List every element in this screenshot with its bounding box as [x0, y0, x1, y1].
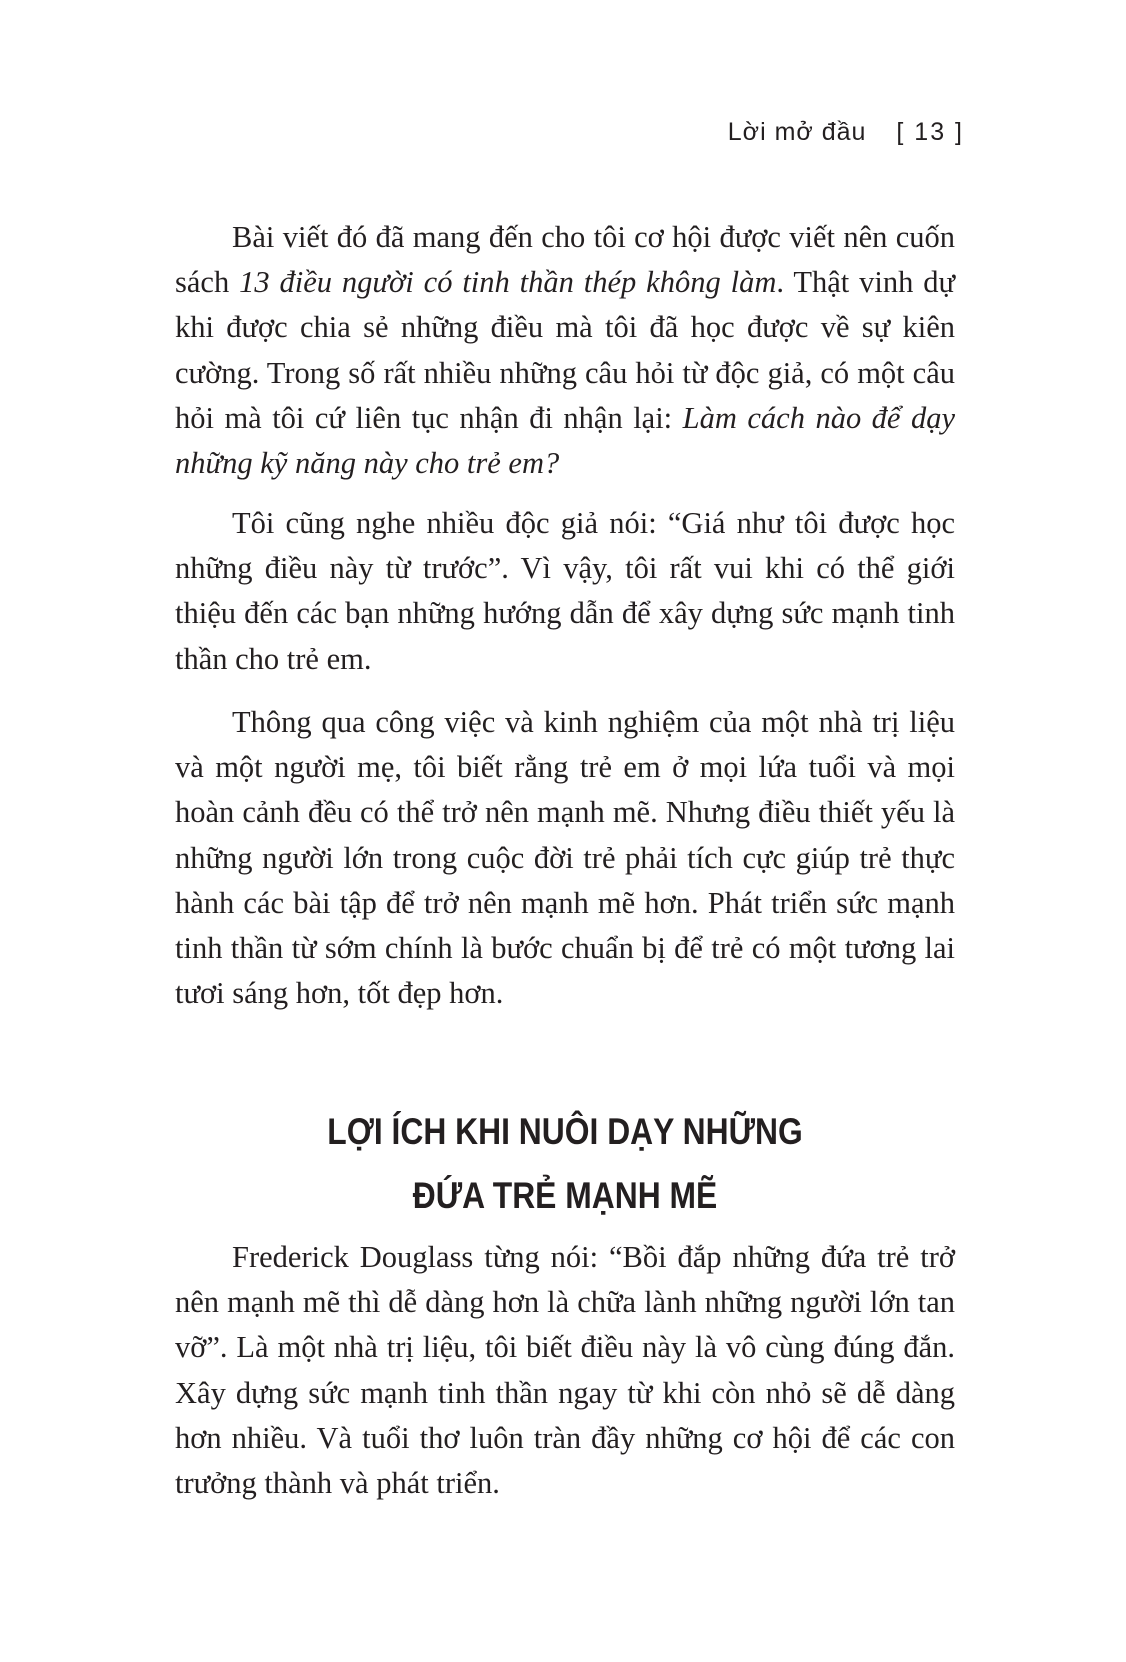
section-heading-line-1: LỢI ÍCH KHI NUÔI DẠY NHỮNG [327, 1111, 803, 1152]
question-italic: Làm cách nào để dạy những kỹ năng này cho trẻ em? [175, 400, 955, 481]
paragraph-3 [175, 700, 955, 1016]
page-number: [ 13 ] [896, 118, 964, 146]
book-title-italic: 13 điều người có tinh thần thép không làm [239, 265, 777, 300]
paragraph-1 [175, 215, 955, 486]
section-heading [230, 1100, 901, 1228]
paragraph-2 [175, 501, 955, 682]
paragraph-2-text: Tôi cũng nghe nhiều độc giả nói: “Giá như tôi được học những điều này từ trước”. Vì vậy, tôi rất vui khi có thể giới thiệu đến các bạn những hướng dẫn để xây dựng sức mạnh tinh thần cho trẻ em. [175, 506, 955, 676]
chapter-title: Lời mở đầu [727, 118, 867, 146]
paragraph-1-part-a: Bài viết đó đã mang đến cho tôi cơ hội được viết nên cuốn sách [175, 220, 955, 300]
running-header [728, 118, 964, 147]
paragraph-3-text: Thông qua công việc và kinh nghiệm của một nhà trị liệu và một người mẹ, tôi biết rằng trẻ em ở mọi lứa tuổi và mọi hoàn cảnh đều có thể trở nên mạnh mẽ. Nhưng điều thiết yếu là những người lớn trong cuộc đời trẻ phải tích cực giúp trẻ thực hành các bài tập để trở nên mạnh mẽ hơn. Phát triển sức mạnh tinh thần từ sớm chính là bước chuẩn bị để trẻ có một tương lai tươi sáng hơn, tốt đẹp hơn. [175, 705, 955, 1011]
section-heading-line-2: ĐỨA TRẺ MẠNH MẼ [412, 1175, 718, 1216]
paragraph-1-text [175, 215, 955, 486]
paragraph-4 [175, 1235, 955, 1506]
paragraph-4-text: Frederick Douglass từng nói: “Bồi đắp những đứa trẻ trở nên mạnh mẽ thì dễ dàng hơn là chữa lành những người lớn tan vỡ”. Là một nhà trị liệu, tôi biết điều này là vô cùng đúng đắn. Xây dựng sức mạnh tinh thần ngay từ khi còn nhỏ sẽ dễ dàng hơn nhiều. Và tuổi thơ luôn tràn đầy những cơ hội để các con trưởng thành và phát triển. [175, 1240, 955, 1501]
paragraph-1-part-b: . Thật vinh dự khi được chia sẻ những điều mà tôi đã học được về sự kiên cường. Trong số rất nhiều những câu hỏi từ độc giả, có một câu hỏi mà tôi cứ liên tục nhận đi nhận lại: [175, 265, 955, 435]
